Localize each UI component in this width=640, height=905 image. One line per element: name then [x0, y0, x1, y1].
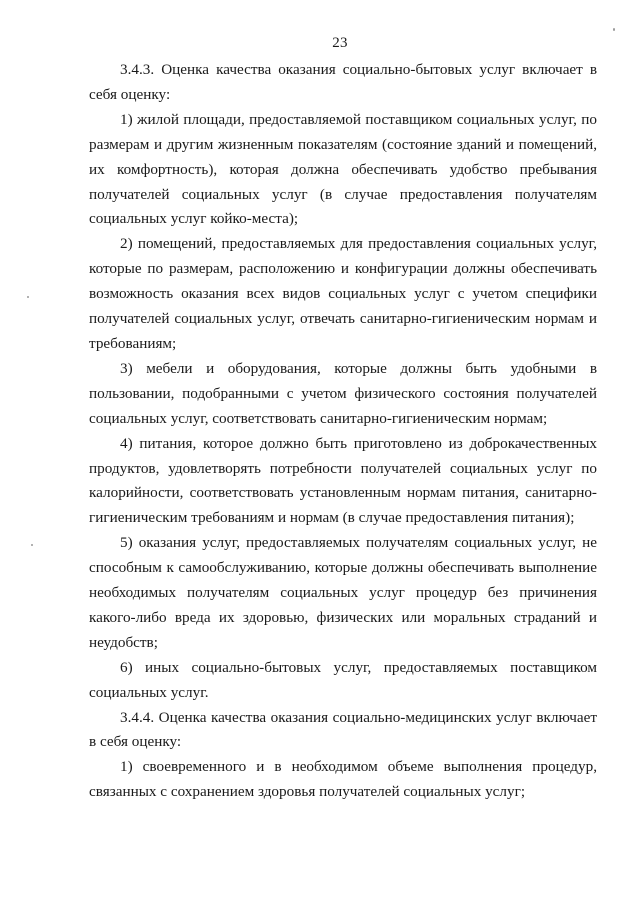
paragraph-3-4-3-item-6: 6) иных социально-бытовых услуг, предоставляемых поставщиком социальных услуг.	[89, 658, 597, 701]
scan-speck	[613, 28, 615, 31]
paragraph-3-4-4-item-1: 1) своевременного и в необходимом объеме выполнения процедур, связанных с сохранением здоровья получателей социальных услуг;	[89, 758, 597, 801]
document-body	[89, 58, 597, 805]
scan-speck	[31, 544, 33, 546]
paragraph-3-4-4: 3.4.4. Оценка качества оказания социально-медицинских услуг включает в себя оценку:	[89, 708, 597, 751]
paragraph-3-4-3: 3.4.3. Оценка качества оказания социально-бытовых услуг включает в себя оценку:	[89, 61, 597, 103]
paragraph-3-4-3-item-3: 3) мебели и оборудования, которые должны быть удобными в пользовании, подобранными с учетом физического состояния получателей социальных услуг, соответствовать санитарно-гигиеническим нормам;	[89, 359, 597, 427]
scan-speck	[27, 296, 29, 298]
paragraph-3-4-3-item-4: 4) питания, которое должно быть приготовлено из доброкачественных продуктов, удовлетворять потребности получателей социальных услуг по калорийности, соответствовать установленным нормам питания, санитарно-гигиеническим требованиям и нормам (в случае предоставления питания);	[89, 434, 597, 527]
paragraph-3-4-3-item-2: 2) помещений, предоставляемых для предоставления социальных услуг, которые по размерам, расположению и конфигурации должны обеспечивать возможность оказания всех видов социальных услуг с учетом специфики получателей социальных услуг, отвечать санитарно-гигиеническим нормам и требованиям;	[89, 235, 597, 352]
paragraph-3-4-3-item-1: 1) жилой площади, предоставляемой поставщиком социальных услуг, по размерам и другим жизненным показателям (состояние зданий и помещений, их комфортность), которая должна обеспечивать удобство пребывания получателей социальных услуг (в случае предоставления получателям социальных услуг койко-места);	[89, 110, 597, 228]
page-number: 23	[332, 35, 348, 51]
paragraph-3-4-3-item-5: 5) оказания услуг, предоставляемых получателям социальных услуг, не способным к самообслуживанию, которые должны обеспечивать выполнение необходимых получателям социальных услуг процедур без причинения какого-либо вреда их здоровью, физических или моральных страданий и неудобств;	[89, 534, 597, 651]
